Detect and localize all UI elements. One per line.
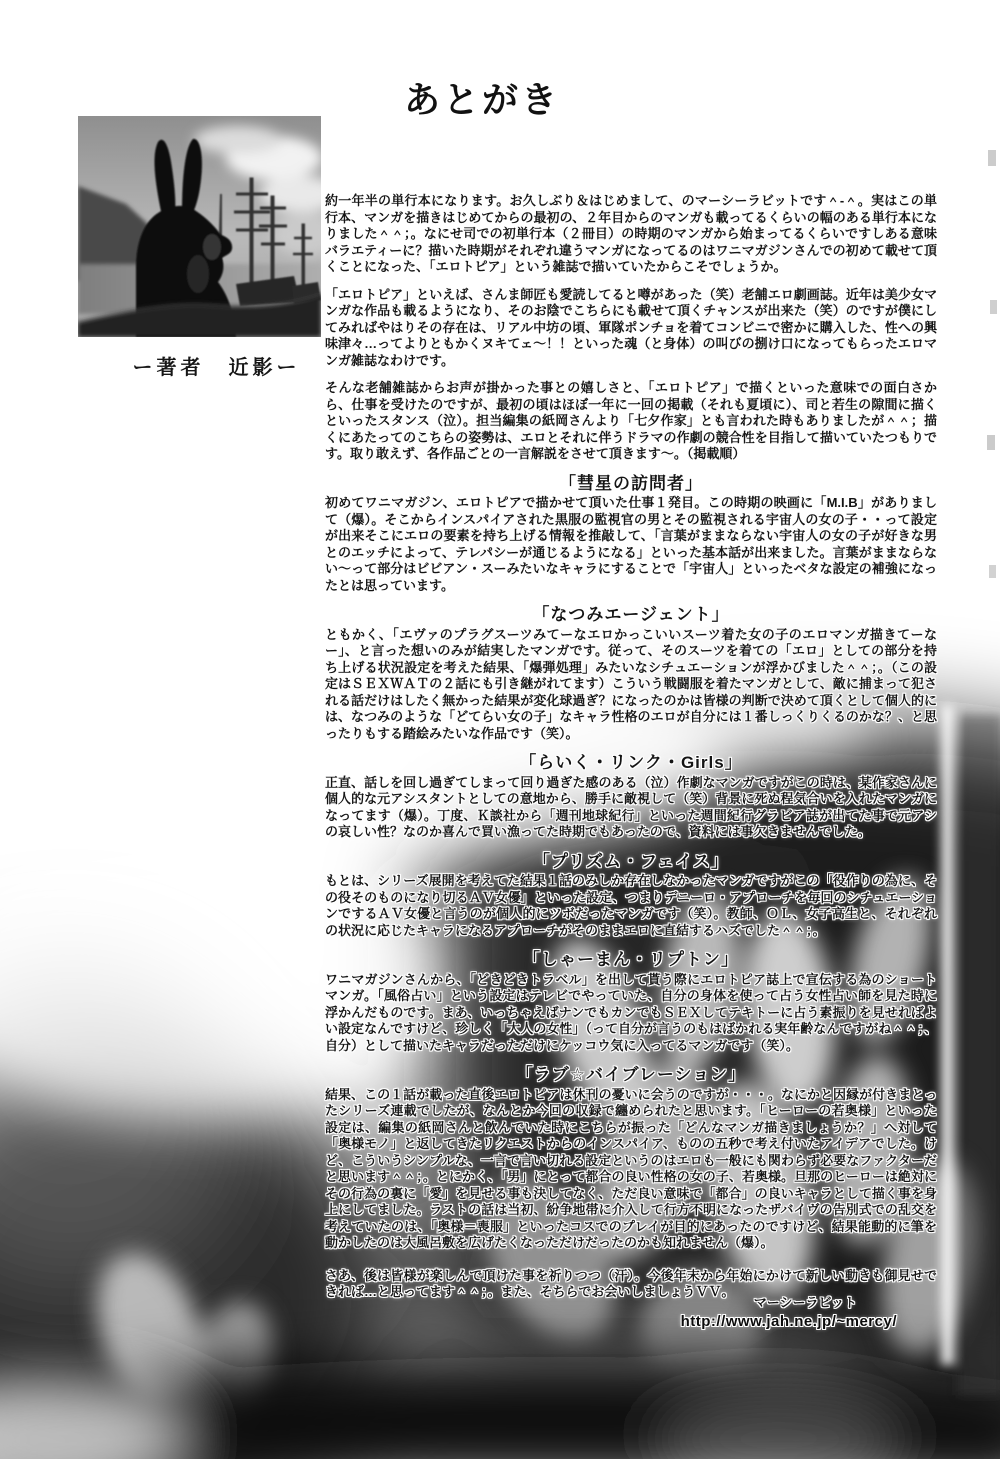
section-body: ワニマガジンさんから、「どきどきトラベル」を出して貰う際にエロトピア誌上で宣伝する為のショートマンガ。「風俗占い」という設定はテレビでやっていた、自分の身体を使って占う女性占い師を見た時に浮かんだものです。まあ、いっちゃえばナンでもカンでもＳＥＸしてテキトーに占う素振りを見せればよい設定なんですけど、珍しく「大人の女性」（って自分が言うのもはばかれる実年齢なんですがね＾＾；、自分）として描いたキャラだっただけにケッコウ気に入ってるマンガです（笑）。 xyxy=(325,971,937,1053)
section-heading: 「しゃーまん・リプトン」 xyxy=(523,950,739,969)
section-body: ともかく、「エヴァのプラグスーツみてーなエロかっこいいスーツ着た女の子のエロマンガ描きてーなー」、と言った想いのみが結実したマンガです。従って、そのスーツを着ての「エロ」としての部分を持ち上げる状況設定を考えた結果、「爆弾処理」みたいなシチュエーションが浮かびました＾＾；。（この設定はＳＥＸＷＡＴの２話にも引き継がれてます）こういう戦闘服を着たマンガとして、敵に捕まって犯される話だけはしたく無かった結果が変化球過ぎ？になったのかは皆様の判断で決めて頂くとして個人的には、なつみのような「どてらい女の子」なキャラ性格のエロが自分には１番しっくりくるのかな？、と思ったりもする踏絵みたいな作品です（笑）。 xyxy=(325,626,938,741)
section-body: 正直、話しを回し過ぎてしまって回り過ぎた感のある（泣）作劇なマンガですがこの時は、某作家さんに個人的な元アシスタントとしての意地から、勝手に敵視して（笑）背景に死ぬ程気合いを入れたマンガになってます（爆）。丁度、Ｋ談社から「週刊地球紀行」といった週間紀行グラビア誌が出てた事で元アシの哀しい性？なのか喜んで買い漁ってた時期でもあったので、資料には事欠きませんでした。 xyxy=(325,774,937,839)
author-photo-caption: ー著者 近影ー xyxy=(132,357,301,379)
page-title: あとがき xyxy=(404,79,561,120)
author-signature: マーシーラビット xyxy=(753,1295,857,1310)
section-body: 初めてワニマガジン、エロトピアで描かせて頂いた仕事１発目。この時期の映画に「M.I.B」がありまして（爆）。そこからインスパイアされた黒服の監視官の男とその監視される宇宙人の女の子・・って設定が出来そこにエロの要素を持ち上げる情報を推敲して、「言葉がままならない宇宙人の女の子が好きな男とのエッチによって、テレパシーが通じるようになる」といった基本話が出来ました。言葉がままならない〜って部分はビビアン・スーみたいなキャラにすることで「宇宙人」といったベタな設定の補強になったとは思っています。 xyxy=(325,495,937,593)
section-heading: 「ラブ☆バイブレーション」 xyxy=(515,1065,747,1084)
afterword-text-column xyxy=(325,193,937,1330)
section-body: もとは、シリーズ展開を考えてた結果１話のみしか存在しなかったマンガですがこの「役作りの為に、その役そのものになり切るＡＶ女優」といった設定、つまりデニーロ・アプローチを毎回のシチュエーションでするＡＶ女優と言うのが個人的にツボだったマンガです（笑）。教師、ＯＬ、女子高生と、それぞれの状況に応じたキャラになるアプローチがそのままエロに直結するハズでした＾＾；。 xyxy=(325,873,937,938)
website-url: http://www.jah.ne.jp/~mercy/ xyxy=(680,1312,897,1330)
author-photo xyxy=(78,116,321,337)
section-heading: 「プリズム・フェイス」 xyxy=(533,851,729,871)
section-heading: 「なつみエージェント」 xyxy=(532,605,730,624)
intro-paragraph: 「エロトピア」といえば、さんま師匠も愛読してると噂があった（笑）老舗エロ劇画誌。近年は美少女マンガな作品も載るようになり、そのお陰でこちらにも載せて頂くチャンスが出来た（笑）のですが僕にしてみればやはりその存在は、リアル中坊の頃、軍隊ポンチョを着てコンビニで密かに購入した、性への興味津々…ってよりともかくヌキてェ〜！！といった魂（と身体）の叫びの捌け口になってもらったエロマンガ雑誌なわけです。 xyxy=(325,286,937,368)
section-heading: 「彗星の訪問者」 xyxy=(559,473,703,493)
section-body: 結果、この１話が載った直後エロトピアは休刊の憂いに会うのですが・・・。なにかと因縁が付きまとったシリーズ連載でしたが、なんとか今回の収録で纏められたと思います。「ヒーローの若奥様」といった設定は、編集の紙岡さんと飲んでいた時にこちらが振った「どんなマンガ描きましょうか？」へ対して「奥様モノ」と返してきたリクエストからのインスパイア、ものの五秒で考え付いたアイデアでした。けど、こういうシンプルな、一言で言い切れる設定というのはエロも一般にも関わらず必要なファクターだと思います＾＾；。とにかく、「男」にとって都合の良い性格の女の子、若奥様。旦那のヒーローは絶対にその行為の裏に「愛」を見せる事も決してなく、ただ良い意味で「都合」の良いキャラとして描く事を身上にしてました。ラストの話は当初、紛争地帯に介入して行方不明になったザバイヴの告別式での乱交を考えていたのは、「奥様＝喪服」といったコスでのプレイが目的にあったのですけど、結果能動的に筆を動かしたのは大風呂敷を広げたくなっただけだったのかも知れません（爆）。 xyxy=(325,1086,937,1250)
section-heading: 「らいく・リンク・Girls」 xyxy=(519,753,743,772)
intro-paragraph: そんな老舗雑誌からお声が掛かった事との嬉しさと、「エロトピア」で描くといった意味での面白さから、仕事を受けたのですが、最初の頃はほぼ一年に一回の掲載（それも夏頃に）、司と若生の隙間に描くといったスタンス（泣）。担当編集の紙岡さんより「七夕作家」とも言われた時もありましたが＾＾；描くにあたってのこちらの姿勢は、エロとそれに伴うドラマの作劇の競合性を目指して描いていたつもりです。取り敢えず、各作品ごとの一言解説をさせて頂きます〜。（掲載順） xyxy=(325,380,937,461)
closing-paragraph: さあ、後は皆様が楽しんで頂けた事を祈りつつ（汗）。今後年末から年始にかけて新しい動きも御見せできれば…と思ってます＾＾；。また、そちらでお会いしましょうＶＶ。 xyxy=(325,1267,937,1299)
intro-paragraph: 約一年半の単行本になります。お久しぶり＆はじめまして、のマーシーラビットです＾-＾。実はこの単行本、マンガを描きはじめてからの最初の、２年目からのマンガも載ってるくらいの幅のある単行本になりました＾＾；。なにせ司での初単行本（２冊目）の時期のマンガから始まってるくらいですしある意味バラエティーに？描いた時期がそれぞれ違うマンガになってるのはワニマガジンさんでの初めて載せて頂くことになった、「エロトピア」という雑誌で描いていたからこそでしょうか。 xyxy=(325,193,937,274)
